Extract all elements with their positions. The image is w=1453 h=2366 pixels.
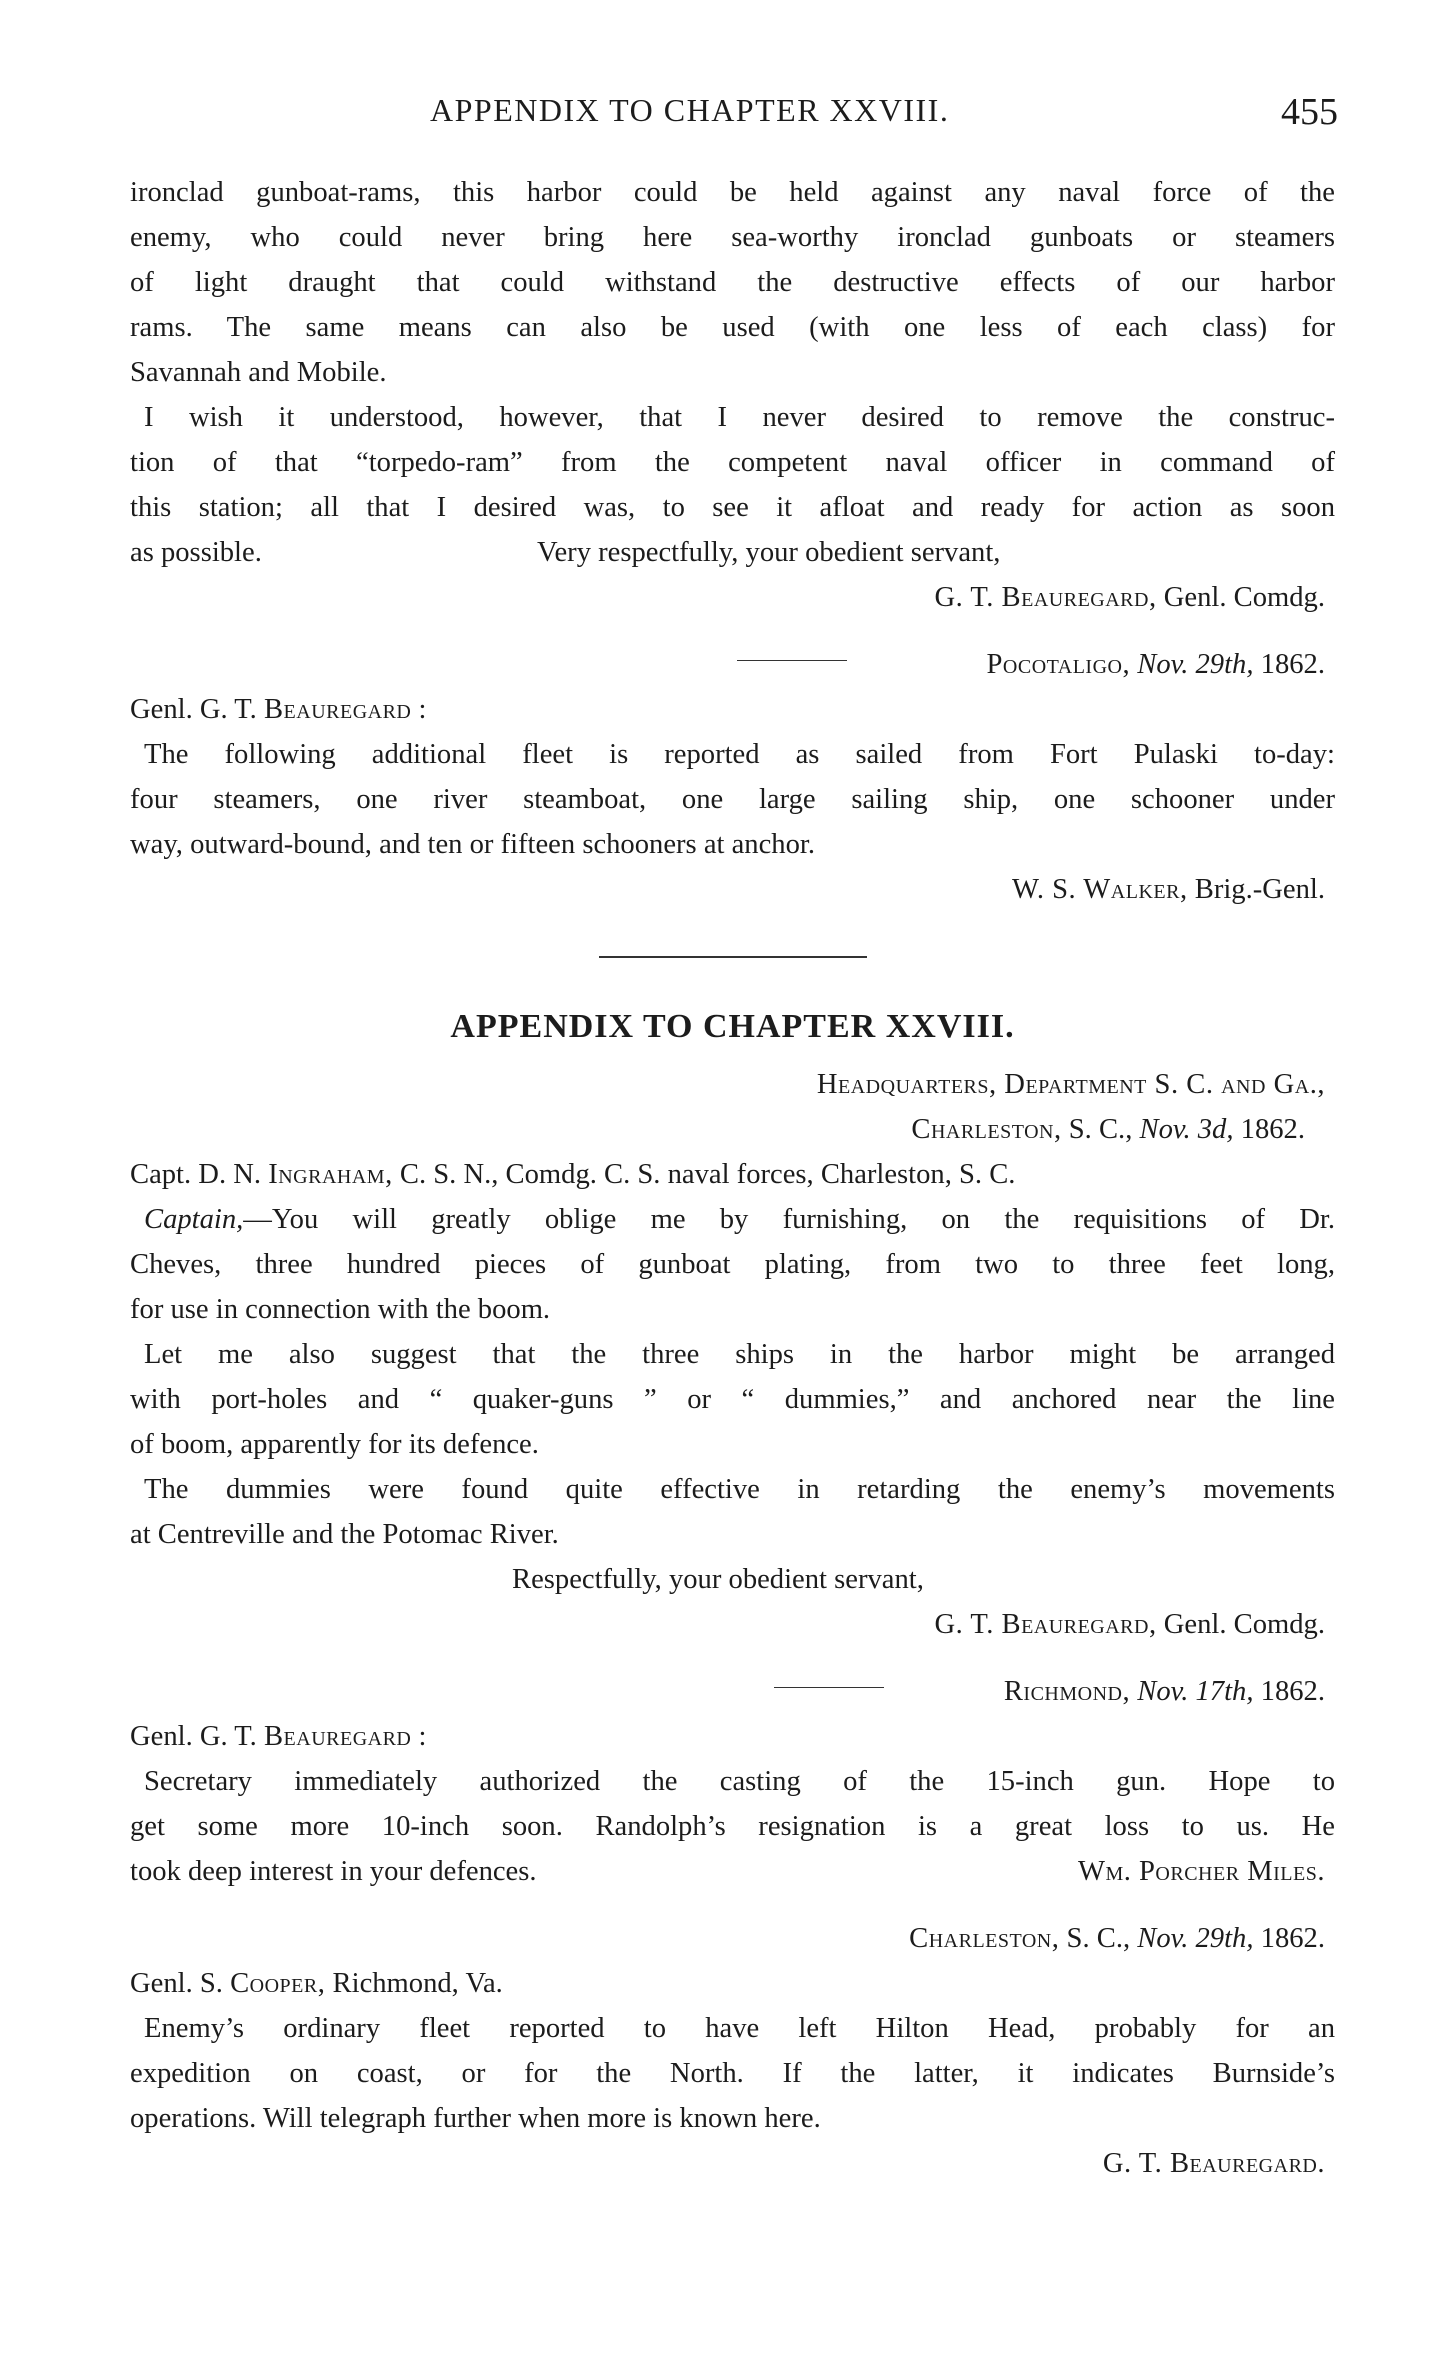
salutation [130, 687, 1335, 732]
signature-title: Genl. Comdg. [1163, 582, 1325, 613]
dateline-year: 1862. [1260, 1923, 1325, 1954]
text-line [130, 530, 1335, 575]
addressee-name: Ingraham, [268, 1159, 393, 1190]
addressee-pre: Genl. S. [130, 1968, 223, 1999]
salutation-title: Genl. G. T. [130, 694, 257, 725]
text-line: for use in connection with the boom. [130, 1294, 551, 1325]
heading-line: Headquarters, Department S. C. and Ga., [816, 1069, 1325, 1100]
text-fragment: as possible. [130, 537, 262, 568]
heading-date: Nov. 3d, [1139, 1114, 1234, 1145]
addressee-post: Richmond, Va. [332, 1968, 503, 1999]
text-line: enemy, who could never bring here sea-worthy ironclad gunboats or steamers [130, 222, 1335, 253]
signature-name: G. T. Beauregard, [934, 582, 1157, 613]
dateline [130, 642, 1335, 687]
short-rule [737, 660, 847, 661]
dateline-place: Pocotaligo, [986, 649, 1131, 680]
closing-phrase: Very respectfully, your obedient servant, [537, 537, 1001, 568]
text-line: operations. Will telegraph further when more is known here. [130, 2103, 821, 2134]
salutation-captain: Captain, [144, 1204, 244, 1235]
addressee-pre: Capt. D. N. [130, 1159, 262, 1190]
text-line: I wish it understood, however, that I never desired to remove the construc- [144, 402, 1335, 433]
text-fragment: —You will greatly oblige me by furnishing, on the requisitions of Dr. [243, 1204, 1335, 1235]
running-head: APPENDIX TO CHAPTER XXVIII. [430, 92, 950, 128]
addressee [130, 1152, 1335, 1197]
signature-name: G. T. Beauregard. [1102, 2148, 1325, 2179]
text-line [130, 1849, 1335, 1894]
short-rule [774, 1687, 884, 1688]
signature-name: G. T. Beauregard, [934, 1609, 1157, 1640]
text-line: ironclad gunboat-rams, this harbor could be held against any naval force of the [130, 177, 1335, 208]
text-line: at Centreville and the Potomac River. [130, 1519, 559, 1550]
dateline-place: Richmond, [1003, 1676, 1131, 1707]
heading-state: S. C., [1068, 1114, 1133, 1145]
dateline-date: Nov. 17th, [1137, 1676, 1254, 1707]
text-line [130, 1197, 1335, 1242]
text-line: rams. The same means can also be used (with one less of each class) for [130, 312, 1335, 343]
text-line: this station; all that I desired was, to see it afloat and ready for action as soon [130, 492, 1335, 523]
signature [130, 1602, 1335, 1647]
text-line: Savannah and Mobile. [130, 357, 387, 388]
text-line: The dummies were found quite effective in retarding the enemy’s movements [144, 1474, 1335, 1505]
text-line: with port-holes and “ quaker-guns ” or “ dummies,” and anchored near the line [130, 1384, 1335, 1415]
text-line: Cheves, three hundred pieces of gunboat plating, from two to three feet long, [130, 1249, 1335, 1280]
text-line: Enemy’s ordinary fleet reported to have left Hilton Head, probably for an [144, 2013, 1335, 2044]
signature-title: Genl. Comdg. [1163, 1609, 1325, 1640]
dateline [130, 1916, 1335, 1961]
text-line: way, outward-bound, and ten or fifteen schooners at anchor. [130, 829, 815, 860]
signature [130, 867, 1335, 912]
text-line: Let me also suggest that the three ships in the harbor might be arranged [144, 1339, 1335, 1370]
text-line: of boom, apparently for its defence. [130, 1429, 539, 1460]
letter-continuation [130, 170, 1335, 620]
signature [130, 575, 1335, 620]
dateline-place: Charleston, [909, 1923, 1060, 1954]
dateline-date: Nov. 29th, [1137, 649, 1254, 680]
text-line: expedition on coast, or for the North. If the latter, it indicates Burnside’s [130, 2058, 1335, 2089]
text-line: Secretary immediately authorized the casting of the 15-inch gun. Hope to [144, 1766, 1335, 1797]
salutation [130, 1714, 1335, 1759]
addressee-post: C. S. N., Comdg. C. S. naval forces, Charleston, S. C. [399, 1159, 1016, 1190]
addressee-name: Cooper, [230, 1968, 326, 1999]
salutation-punct: : [418, 694, 427, 725]
text-line: get some more 10-inch soon. Randolph’s resignation is a great loss to us. He [130, 1811, 1335, 1842]
text-line: tion of that “torpedo-ram” from the competent naval officer in command of [130, 447, 1335, 478]
text-line: The following additional fleet is reported as sailed from Fort Pulaski to-day: [144, 739, 1335, 770]
heading-place: Charleston, [911, 1114, 1062, 1145]
signature-title: Brig.-Genl. [1194, 874, 1325, 905]
telegram-miles [130, 1669, 1335, 1894]
signature-name: Wm. Porcher Miles. [1077, 1856, 1325, 1887]
page-body [130, 170, 1335, 2186]
signature [130, 2141, 1335, 2186]
letter-heading [130, 1062, 1335, 1107]
letter-ingraham [130, 1062, 1335, 1647]
heading-year: 1862. [1240, 1114, 1305, 1145]
page-header [130, 92, 1338, 142]
dispatch-walker [130, 642, 1335, 912]
salutation-punct: : [418, 1721, 427, 1752]
addressee [130, 1961, 1335, 2006]
section-divider [599, 956, 867, 958]
telegram-cooper [130, 1916, 1335, 2186]
dateline [130, 1669, 1335, 1714]
salutation-title: Genl. G. T. [130, 1721, 257, 1752]
letter-heading-place [130, 1107, 1335, 1152]
signature-name: W. S. Walker, [1011, 874, 1188, 905]
closing-phrase: Respectfully, your obedient servant, [512, 1564, 924, 1595]
page-number: 455 [1281, 91, 1338, 133]
dateline-year: 1862. [1260, 1676, 1325, 1707]
salutation-name: Beauregard [263, 1721, 412, 1752]
chapter-title: APPENDIX TO CHAPTER XXVIII. [450, 1008, 1015, 1045]
text-line: four steamers, one river steamboat, one large sailing ship, one schooner under [130, 784, 1335, 815]
dateline-date: Nov. 29th, [1137, 1923, 1254, 1954]
text-line: of light draught that could withstand the destructive effects of our harbor [130, 267, 1335, 298]
salutation-name: Beauregard [263, 694, 412, 725]
text-fragment: took deep interest in your defences. [130, 1856, 537, 1887]
dateline-year: 1862. [1260, 649, 1325, 680]
dateline-state: S. C., [1066, 1923, 1131, 1954]
